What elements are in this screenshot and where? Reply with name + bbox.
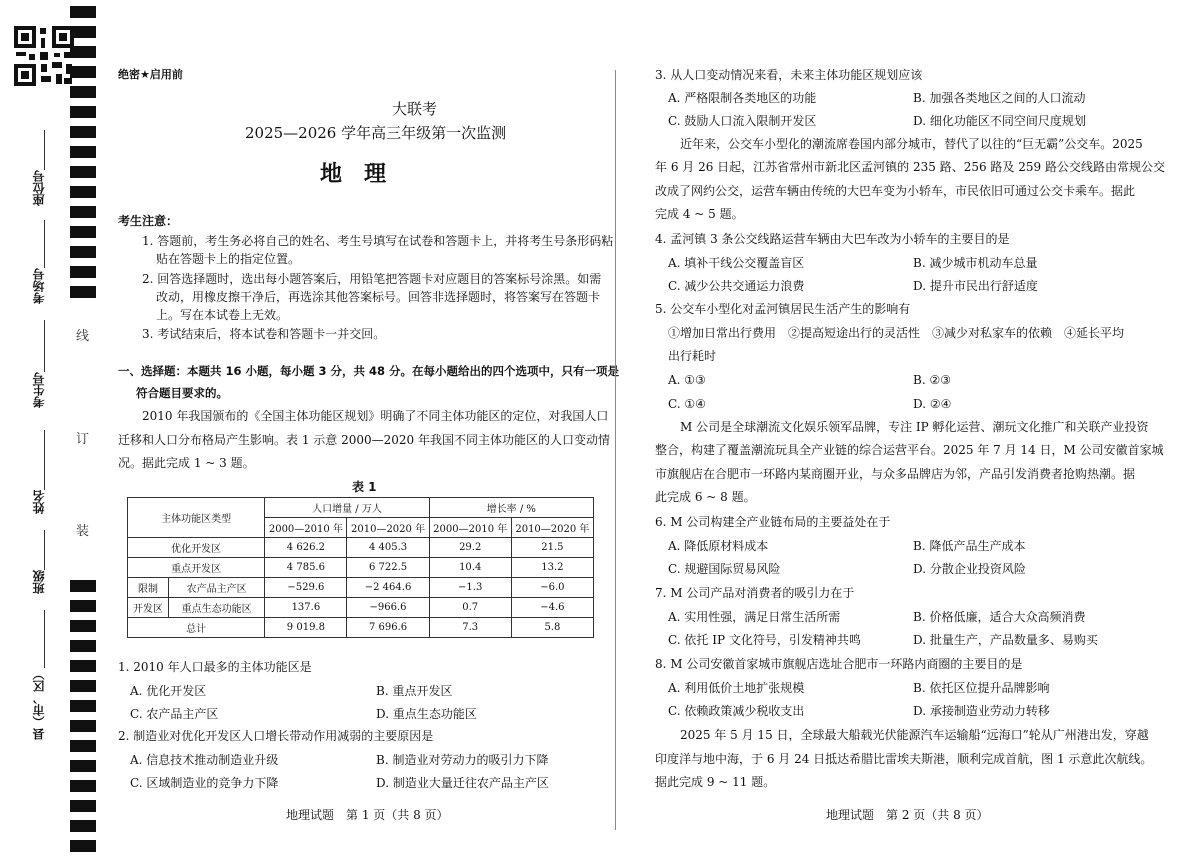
registration-bar [70, 720, 96, 732]
class-label: 班级 [32, 570, 46, 594]
confidential-mark: 绝密★启用前 [118, 68, 183, 81]
table-row [128, 558, 594, 578]
question-6-stem: 6. M 公司构建全产业链布局的主要益处在于 [655, 515, 891, 529]
question-2-option-c[interactable]: C. 区域制造业的竞争力下降 [130, 776, 279, 790]
registration-bar [70, 246, 96, 258]
county-label: 县（市、区） [32, 668, 46, 740]
table-cell: −4.6 [511, 598, 593, 618]
registration-bar [70, 780, 96, 792]
registration-bar [70, 26, 96, 38]
question-7-option-a[interactable]: A. 实用性强，满足日常生活所需 [668, 610, 841, 624]
binding-line-char: 线 [76, 329, 90, 344]
table-cell: −966.6 [347, 598, 429, 618]
table-row [128, 578, 594, 598]
question-4-option-a[interactable]: A. 填补干线公交覆盖盲区 [668, 256, 805, 270]
passage-line: 印度洋与地中海，于 6 月 24 日抵达希腊比雷埃夫斯港，顺利完成首航，图 1 示意此次航线。 [655, 752, 1153, 766]
table-cell: 21.5 [511, 538, 593, 558]
exam-number-label: 考生号 [32, 372, 46, 408]
registration-bar [70, 186, 96, 198]
table-cell: 优化开发区 [128, 538, 265, 558]
table-cell: −6.0 [511, 578, 593, 598]
table-row [128, 618, 594, 638]
table-row [128, 598, 594, 618]
notice-line: 2. 回答选择题时，选出每小题答案后，用铅笔把答题卡对应题目的答案标号涂黑。如需 [142, 272, 602, 286]
table-cell: 5.8 [511, 618, 593, 638]
registration-bar [70, 226, 96, 238]
exam-room-line[interactable] [44, 220, 45, 268]
table-header-period: 2000—2010 年 [429, 518, 511, 538]
question-5-items: ①增加日常出行费用 ②提高短途出行的灵活性 ③减少对私家车的依赖 ④延长平均 [668, 326, 1125, 340]
section-heading: 一、选择题：本题共 16 小题，每小题 3 分，共 48 分。在每小题给出的四个选项中，只有一项是 [118, 364, 620, 378]
question-5-option-d[interactable]: D. ②④ [913, 397, 952, 411]
registration-bar [70, 740, 96, 752]
question-2-option-b[interactable]: B. 制造业对劳动力的吸引力下降 [376, 753, 549, 767]
notice-line: 上。写在本试卷上无效。 [156, 308, 289, 322]
intro-line: 2010 年我国颁布的《全国主体功能区规划》明确了不同主体功能区的定位，对我国人口 [142, 409, 609, 423]
name-line[interactable] [44, 430, 45, 490]
question-4-option-b[interactable]: B. 减少城市机动车总量 [913, 256, 1038, 270]
union-exam-title: 大联考 [392, 100, 438, 118]
exam-room-label: 考场号 [32, 268, 46, 304]
table-cell: 9 019.8 [265, 618, 347, 638]
table-cell: 0.7 [429, 598, 511, 618]
intro-line: 况。据此完成 1 ~ 3 题。 [118, 456, 255, 470]
exam-title: 2025—2026 学年高三年级第一次监测 [245, 124, 507, 142]
registration-bar [70, 600, 96, 612]
page-footer-right: 地理试题 第 2 页（共 8 页） [826, 808, 989, 822]
table-cell: 13.2 [511, 558, 593, 578]
question-8-option-a[interactable]: A. 利用低价土地扩张规模 [668, 681, 805, 695]
question-8-stem: 8. M 公司安徽首家城市旗舰店选址合肥市一环路内商圈的主要目的是 [655, 657, 1023, 671]
question-1-option-c[interactable]: C. 农产品主产区 [130, 707, 219, 721]
table-cell: 137.6 [265, 598, 347, 618]
question-7-option-b[interactable]: B. 价格低廉，适合大众高频消费 [913, 610, 1086, 624]
table-cell: 7.3 [429, 618, 511, 638]
notice-line: 1. 答题前，考生务必将自己的姓名、考生号填写在试卷和答题卡上，并将考生号条形码粘 [142, 234, 614, 248]
question-6-option-d[interactable]: D. 分散企业投资风险 [913, 562, 1026, 576]
question-3-option-b[interactable]: B. 加强各类地区之间的人口流动 [913, 91, 1086, 105]
registration-bar [70, 640, 96, 652]
binding-order-char: 订 [76, 432, 90, 447]
question-8-option-b[interactable]: B. 依托区位提升品牌影响 [913, 681, 1050, 695]
question-5-option-c[interactable]: C. ①④ [668, 397, 706, 411]
page-footer-left: 地理试题 第 1 页（共 8 页） [286, 808, 449, 822]
registration-bar [70, 700, 96, 712]
question-5-stem: 5. 公交车小型化对孟河镇居民生活产生的影响有 [655, 302, 911, 316]
question-6-option-b[interactable]: B. 降低产品生产成本 [913, 539, 1026, 553]
registration-bar [70, 286, 96, 298]
binding-bind-char: 装 [76, 524, 90, 539]
registration-bar [70, 760, 96, 772]
question-5-option-a[interactable]: A. ①③ [668, 373, 706, 387]
table-cell: 4 405.3 [347, 538, 429, 558]
question-7-stem: 7. M 公司产品对消费者的吸引力在于 [655, 586, 855, 600]
registration-bar [70, 266, 96, 278]
table-cell: 29.2 [429, 538, 511, 558]
registration-bar [70, 146, 96, 158]
registration-bar [70, 106, 96, 118]
table-header-period: 2010—2020 年 [511, 518, 593, 538]
question-3-option-c[interactable]: C. 鼓励人口流入限制开发区 [668, 114, 817, 128]
population-table [127, 497, 594, 638]
notice-line: 改动，用橡皮擦干净后，再选涂其他答案标号。回答非选择题时，将答案写在答题卡 [156, 290, 601, 304]
registration-bar [70, 580, 96, 592]
question-8-option-c[interactable]: C. 依赖政策减少税收支出 [668, 704, 805, 718]
registration-bar [70, 820, 96, 832]
table-cell: 农产品主产区 [169, 578, 265, 598]
question-3-option-d[interactable]: D. 细化功能区不同空间尺度规划 [913, 114, 1086, 128]
question-4-stem: 4. 孟河镇 3 条公交线路运营车辆由大巴车改为小轿车的主要目的是 [655, 232, 1010, 246]
seat-number-line[interactable] [44, 130, 45, 170]
question-4-option-d[interactable]: D. 提升市民出行舒适度 [913, 279, 1038, 293]
passage-line: M 公司是全球潮流文化娱乐领军品牌，专注 IP 孵化运营、潮玩文化推广和关联产业投资 [680, 420, 1149, 434]
question-2-option-d[interactable]: D. 制造业大量迁往农产品主产区 [376, 776, 549, 790]
question-1-option-b[interactable]: B. 重点开发区 [376, 684, 453, 698]
table-cell: 7 696.6 [347, 618, 429, 638]
table-header-period: 2000—2010 年 [265, 518, 347, 538]
table-header-period: 2010—2020 年 [347, 518, 429, 538]
question-1-option-a[interactable]: A. 优化开发区 [130, 684, 207, 698]
question-4-option-c[interactable]: C. 减少公共交通运力浪费 [668, 279, 805, 293]
intro-line: 迁移和人口分布格局产生影响。表 1 示意 2000—2020 年我国不同主体功能区的人口变动情 [118, 433, 610, 447]
question-2-stem: 2. 制造业对优化开发区人口增长带动作用减弱的主要原因是 [118, 729, 434, 743]
passage-line: 改成了网约公交，运营车辆由传统的大巴车变为小轿车，市民依旧可通过公交卡乘车。据此 [655, 184, 1136, 198]
table-header-rate: 增长率 / % [429, 498, 593, 518]
registration-bar [70, 66, 96, 78]
question-5-option-b[interactable]: B. ②③ [913, 373, 951, 387]
registration-bar [70, 206, 96, 218]
county-line[interactable] [44, 610, 45, 668]
table-header-type: 主体功能区类型 [128, 498, 265, 538]
table-cell: −529.6 [265, 578, 347, 598]
registration-bar [70, 620, 96, 632]
notice-title: 考生注意： [118, 214, 179, 228]
question-2-option-a[interactable]: A. 信息技术推动制造业升级 [130, 753, 279, 767]
question-5-items-cont: 出行耗时 [668, 349, 717, 363]
registration-bar [70, 680, 96, 692]
table-cell-restricted: 限制 [128, 578, 169, 598]
passage-line: 此完成 6 ~ 8 题。 [655, 490, 756, 504]
exam-number-line[interactable] [44, 320, 45, 372]
table-cell-restricted: 开发区 [128, 598, 169, 618]
seat-number-label: 座位号 [32, 170, 46, 206]
passage-line: 2025 年 5 月 15 日，全球最大船载光伏能源汽车运输船“远海口”轮从广州港出发，穿越 [680, 728, 1149, 742]
registration-bar [70, 6, 96, 18]
registration-bar [70, 46, 96, 58]
table-cell: 6 722.5 [347, 558, 429, 578]
question-8-option-d[interactable]: D. 承接制造业劳动力转移 [913, 704, 1050, 718]
registration-bar [70, 166, 96, 178]
question-3-stem: 3. 从人口变动情况来看，未来主体功能区规划应该 [655, 68, 923, 82]
subject-title: 地 理 [320, 162, 387, 187]
registration-bar [70, 660, 96, 672]
table-row [128, 538, 594, 558]
passage-line: 完成 4 ~ 5 题。 [655, 207, 744, 221]
registration-bar [70, 126, 96, 138]
table-cell: −2 464.6 [347, 578, 429, 598]
passage-line: 近年来，公交车小型化的潮流席卷国内部分城市，替代了以往的“巨无霸”公交车。2025 [680, 137, 1143, 151]
table-header-pop: 人口增量 / 万人 [265, 498, 429, 518]
qr-code [14, 26, 74, 86]
question-3-option-a[interactable]: A. 严格限制各类地区的功能 [668, 91, 817, 105]
column-divider [615, 70, 616, 830]
question-6-option-a[interactable]: A. 降低原材料成本 [668, 539, 769, 553]
table-cell: 重点生态功能区 [169, 598, 265, 618]
registration-bar [70, 86, 96, 98]
question-7-option-d[interactable]: D. 批量生产，产品数量多、易购买 [913, 633, 1098, 647]
passage-line: 市旗舰店在合肥市一环路内某商圈开业，与众多品牌店为邻，产品引发消费者抢购热潮。据 [655, 467, 1136, 481]
passage-line: 整合，构建了覆盖潮流玩具全产业链的综合运营平台。2025 年 7 月 14 日，M 公司安徽首家城 [655, 443, 1164, 457]
table-title: 表 1 [352, 480, 377, 494]
table-cell: 4 785.6 [265, 558, 347, 578]
notice-line: 3. 考试结束后，将本试卷和答题卡一并交回。 [142, 327, 386, 341]
notice-line: 贴在答题卡上的指定位置。 [156, 252, 301, 266]
question-7-option-c[interactable]: C. 依托 IP 文化符号，引发精神共鸣 [668, 633, 861, 647]
passage-line: 据此完成 9 ~ 11 题。 [655, 775, 776, 789]
table-cell: 总计 [128, 618, 265, 638]
class-line[interactable] [44, 530, 45, 570]
table-cell: 4 626.2 [265, 538, 347, 558]
question-1-stem: 1. 2010 年人口最多的主体功能区是 [118, 660, 312, 674]
name-label: 姓名 [32, 490, 46, 514]
section-heading-cont: 符合题目要求的。 [136, 386, 228, 400]
passage-line: 年 6 月 26 日起，江苏省常州市新北区孟河镇的 235 路、256 路及 259 路公交线路由常规公交 [655, 160, 1165, 174]
question-1-option-d[interactable]: D. 重点生态功能区 [376, 707, 477, 721]
binding-margin [0, 0, 112, 868]
table-cell: −1.3 [429, 578, 511, 598]
registration-bar [70, 840, 96, 852]
table-cell: 重点开发区 [128, 558, 265, 578]
question-6-option-c[interactable]: C. 规避国际贸易风险 [668, 562, 781, 576]
registration-bar [70, 800, 96, 812]
table-cell: 10.4 [429, 558, 511, 578]
